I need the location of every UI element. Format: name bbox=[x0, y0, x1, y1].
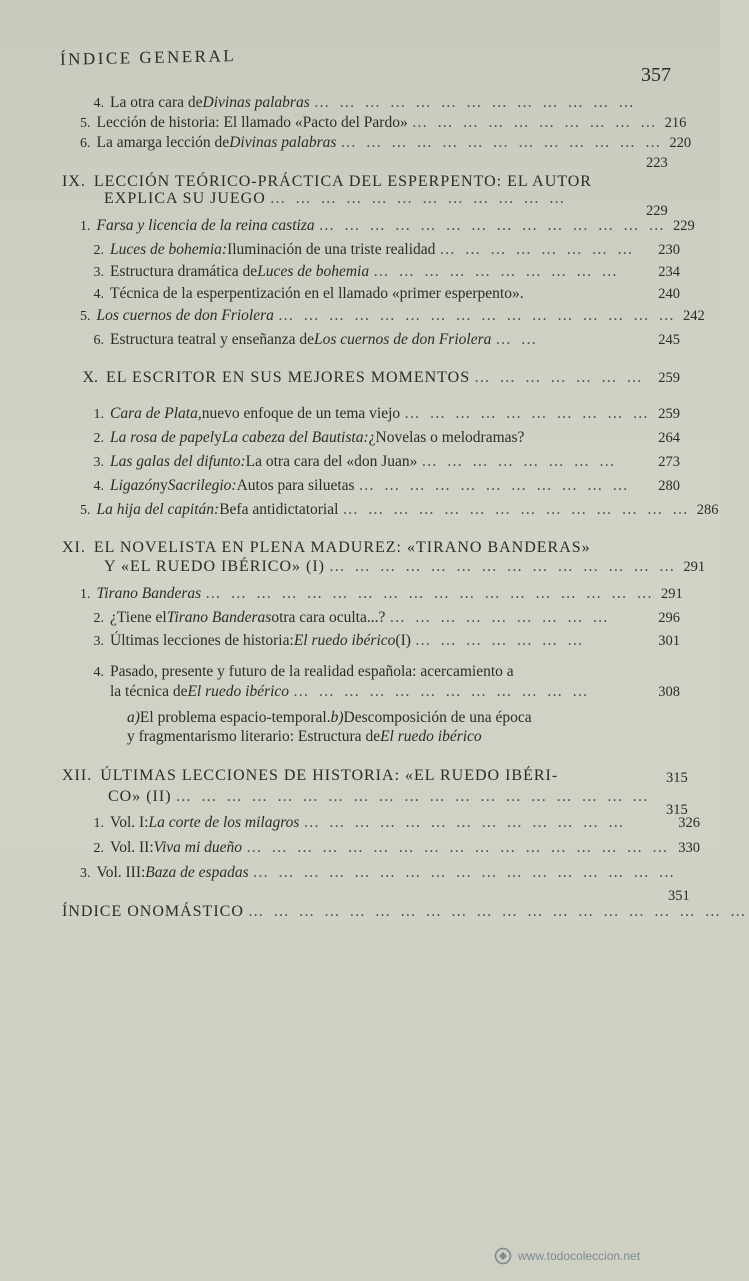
toc-sub-entry-xi-4-line2: y fragmentarismo literario: Estructura de El ruedo ibérico bbox=[127, 728, 482, 745]
toc-entry-index: ÍNDICE ONOMÁSTICO … … … … … … … … … … … … … … … … … … … … bbox=[62, 903, 749, 920]
toc-entry-x-1: 1. Cara de Plata, nuevo enfoque de un tema viejo … … … … … … … … … … 259 bbox=[93, 405, 680, 422]
toc-entry-ix-2: 2. Luces de bohemia: Iluminación de una triste realidad … … … … … … … … 230 bbox=[93, 241, 680, 258]
chapter-heading-xii: XII. ÚLTIMAS LECCIONES DE HISTORIA: «EL RUEDO IBÉRI- bbox=[62, 767, 559, 784]
chapter-heading-xi: XI. EL NOVELISTA EN PLENA MADUREZ: «TIRANO BANDERAS» bbox=[62, 539, 591, 556]
running-head: ÍNDICE GENERAL bbox=[59, 46, 237, 69]
toc-entry-xii-3: 3. Vol. III: Baza de espadas … … … … … … … … … … … … … … … … … bbox=[80, 864, 678, 881]
todocoleccion-logo-icon bbox=[494, 1247, 512, 1265]
toc-sub-entry-xi-4-line1: a) El problema espacio-temporal. b) Descomposición de una época bbox=[127, 709, 532, 726]
chapter-heading-x: X. EL ESCRITOR EN SUS MEJORES MOMENTOS … … … … … … … 259 bbox=[82, 369, 680, 386]
toc-entry-xii-2: 2. Vol. II: Viva mi dueño … … … … … … … … … … … … … … … … … 330 bbox=[93, 839, 700, 856]
chapter-heading-ix-line2: EXPLICA SU JUEGO … … … … … … … … … … … … bbox=[104, 190, 568, 207]
chapter-xii-page-b: 315 bbox=[666, 802, 688, 818]
toc-entry-ix-6: 6. Estructura teatral y enseñanza de Los cuernos de don Friolera … … 245 bbox=[93, 331, 680, 348]
toc-entry-xi-3: 3. Últimas lecciones de historia: El ruedo ibérico (I) … … … … … … … 301 bbox=[93, 632, 680, 649]
toc-entry-xii-1: 1. Vol. I: La corte de los milagros … … … … … … … … … … … … … 326 bbox=[93, 814, 700, 831]
toc-entry-x-5: 5. La hija del capitán: Befa antidictatorial … … … … … … … … … … … … … … 286 bbox=[80, 501, 719, 518]
toc-entry-xi-2: 2. ¿Tiene el Tirano Banderas otra cara oculta...? … … … … … … … … … 296 bbox=[93, 609, 680, 626]
toc-entry-ch8-extra-page: 223 bbox=[646, 155, 668, 171]
chapter-heading-ix: IX. LECCIÓN TEÓRICO-PRÁCTICA DEL ESPERPENTO: EL AUTOR bbox=[62, 173, 592, 190]
toc-entry-x-3: 3. Las galas del difunto: La otra cara del «don Juan» … … … … … … … … 273 bbox=[93, 453, 680, 470]
toc-entry-xi-1: 1. Tirano Banderas … … … … … … … … … … … … … … … … … … 291 bbox=[80, 585, 683, 602]
toc-entry-xi-4-line2: la técnica de El ruedo ibérico … … … … … … … … … … … … 308 bbox=[110, 683, 680, 700]
toc-entry-ch8-5: 5. Lección de historia: El llamado «Pacto del Pardo» … … … … … … … … … … 216 bbox=[80, 114, 687, 131]
watermark-text: www.todocoleccion.net bbox=[518, 1249, 641, 1263]
toc-entry-ix-3: 3. Estructura dramática de Luces de bohemia … … … … … … … … … … 234 bbox=[93, 263, 680, 280]
watermark bbox=[494, 1247, 640, 1265]
toc-entry-ch8-6: 6. La amarga lección de Divinas palabras … … … … … … … … … … … … … 220 bbox=[80, 134, 692, 151]
toc-entry-ix-4: 4. Técnica de la esperpentización en el llamado «primer esperpento». 240 bbox=[93, 285, 680, 302]
toc-entry-index-page: 351 bbox=[668, 888, 690, 904]
chapter-ix-page: 229 bbox=[646, 203, 668, 219]
chapter-heading-xii-line2: CO» (II) … … … … … … … … … … … … … … … … … … … bbox=[108, 788, 651, 805]
toc-entry-ix-5: 5. Los cuernos de don Friolera … … … … … … … … … … … … … … … … 242 bbox=[80, 307, 705, 324]
chapter-heading-xi-line2: Y «EL RUEDO IBÉRICO» (I) … … … … … … … … … … … … … … 291 bbox=[104, 558, 706, 575]
toc-entry-ix-1: 1. Farsa y licencia de la reina castiza … … … … … … … … … … … … … … 229 bbox=[80, 217, 695, 234]
toc-entry-x-2: 2. La rosa de papel y La cabeza del Bautista: ¿Novelas o melodramas? 264 bbox=[93, 429, 680, 446]
toc-entry-x-4: 4. Ligazón y Sacrilegio: Autos para siluetas … … … … … … … … … … … 280 bbox=[93, 477, 680, 494]
page-number: 357 bbox=[641, 64, 671, 86]
chapter-xii-page-a: 315 bbox=[666, 770, 688, 786]
toc-entry-xi-4-line1: 4. Pasado, presente y futuro de la realidad española: acercamiento a bbox=[93, 663, 514, 680]
toc-entry-ch8-4: 4. La otra cara de Divinas palabras … … … … … … … … … … … … … bbox=[93, 94, 637, 111]
